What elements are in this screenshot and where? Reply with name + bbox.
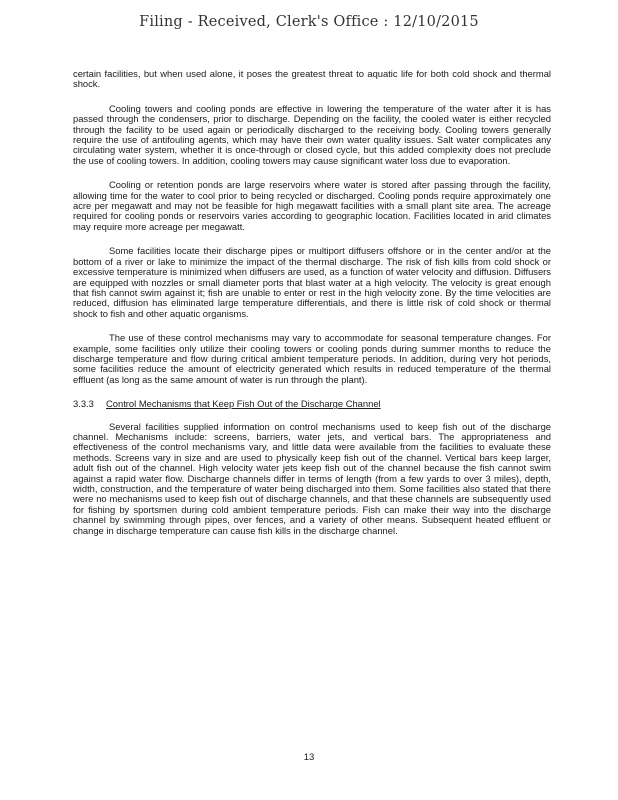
paragraph-diffusers: Some facilities locate their discharge pipes or multiport diffusers offshore or in the center and/or at the bottom of a river or lake to minimize the impact of the thermal discharge. The risk of fish kills from cold shock or excessive temperature is minimized when diffusers are used, as a function of water velocity and diffusion. Diffusers are equipped with nozzles or small diameter ports that blast water at a high velocity. The velocity is great enough that fish cannot swim against it; fish are unable to enter or rest in the high velocity zone. By the time velocities are reduced, diffusion has eliminated large temperature differentials, and there is little risk of cold shock or thermal shock to fish and other aquatic organisms.: [73, 245, 551, 319]
section-heading: [73, 399, 551, 409]
paragraph-cooling-towers: Cooling towers and cooling ponds are effective in lowering the temperature of the water after it is has passed through the condensers, prior to discharge. Depending on the facility, the cooled water is either recycled through the facility to be used again or periodically discharged to the receiving body. Cooling towers generally require the use of antifouling agents, which may have their own water quality issues. Salt water complicates any circulating water system, whether it is once-through or closed cycle, but this added complexity does not preclude the use of cooling towers. In addition, cooling towers may cause significant water loss due to evaporation.: [73, 102, 551, 166]
paragraph-cooling-ponds: Cooling or retention ponds are large reservoirs where water is stored after passing through the facility, allowing time for the water to cool prior to being recycled or discharged. Cooling ponds require approximately one acre per megawatt and may not be feasible for high megawatt facilities with a small plant site area. The acreage required for cooling ponds or reservoirs varies according to geographic location. Facilities located in arid climates may require more acreage per megawatt.: [73, 179, 551, 232]
paragraph-continuation: certain facilities, but when used alone, it poses the greatest threat to aquatic life for both cold shock and thermal shock.: [73, 68, 551, 90]
paragraph-seasonal-use: The use of these control mechanisms may vary to accommodate for seasonal temperature changes. For example, some facilities only utilize their cooling towers or cooling ponds during summer months to reduce the discharge temperature and flow during critical ambient temperature periods. In addition, during very hot periods, some facilities reduce the amount of electricity generated which results in reduced temperature of the thermal effluent (as long as the same amount of water is run through the plant).: [73, 332, 551, 385]
paragraph-fish-control: Several facilities supplied information on control mechanisms used to keep fish out of the discharge channel. Mechanisms include: screens, barriers, water jets, and vertical bars. The appropriateness and effectiveness of the control mechanisms vary, and little data were available from the facilities to evaluate these methods. Screens vary in size and are used to physically keep fish out of the channel. Vertical bars keep larger, adult fish out of the channel. High velocity water jets keep fish out of the channel because the fish cannot swim against a rapid water flow. Discharge channels differ in terms of length (from a few yards to over 3 miles), depth, width, construction, and the temperature of water being discharged into them. Some facilities also stated that there were no mechanisms used to keep fish out of discharge channels, and that these channels are subsequently used for fishing by sportsmen during cold ambient temperature periods. Fish can make their way into the discharge channel by swimming through pipes, over fences, and a variety of other means. Subsequent heated effluent or change in discharge temperature can cause fish kills in the discharge channel.: [73, 420, 551, 536]
section-title: Control Mechanisms that Keep Fish Out of the Discharge Channel: [106, 398, 381, 410]
filing-stamp-header: Filing - Received, Clerk's Office : 12/10/2015: [139, 14, 479, 30]
document-body: [73, 69, 551, 550]
section-number: 3.3.3: [73, 398, 94, 410]
page-number: 13: [303, 752, 315, 763]
